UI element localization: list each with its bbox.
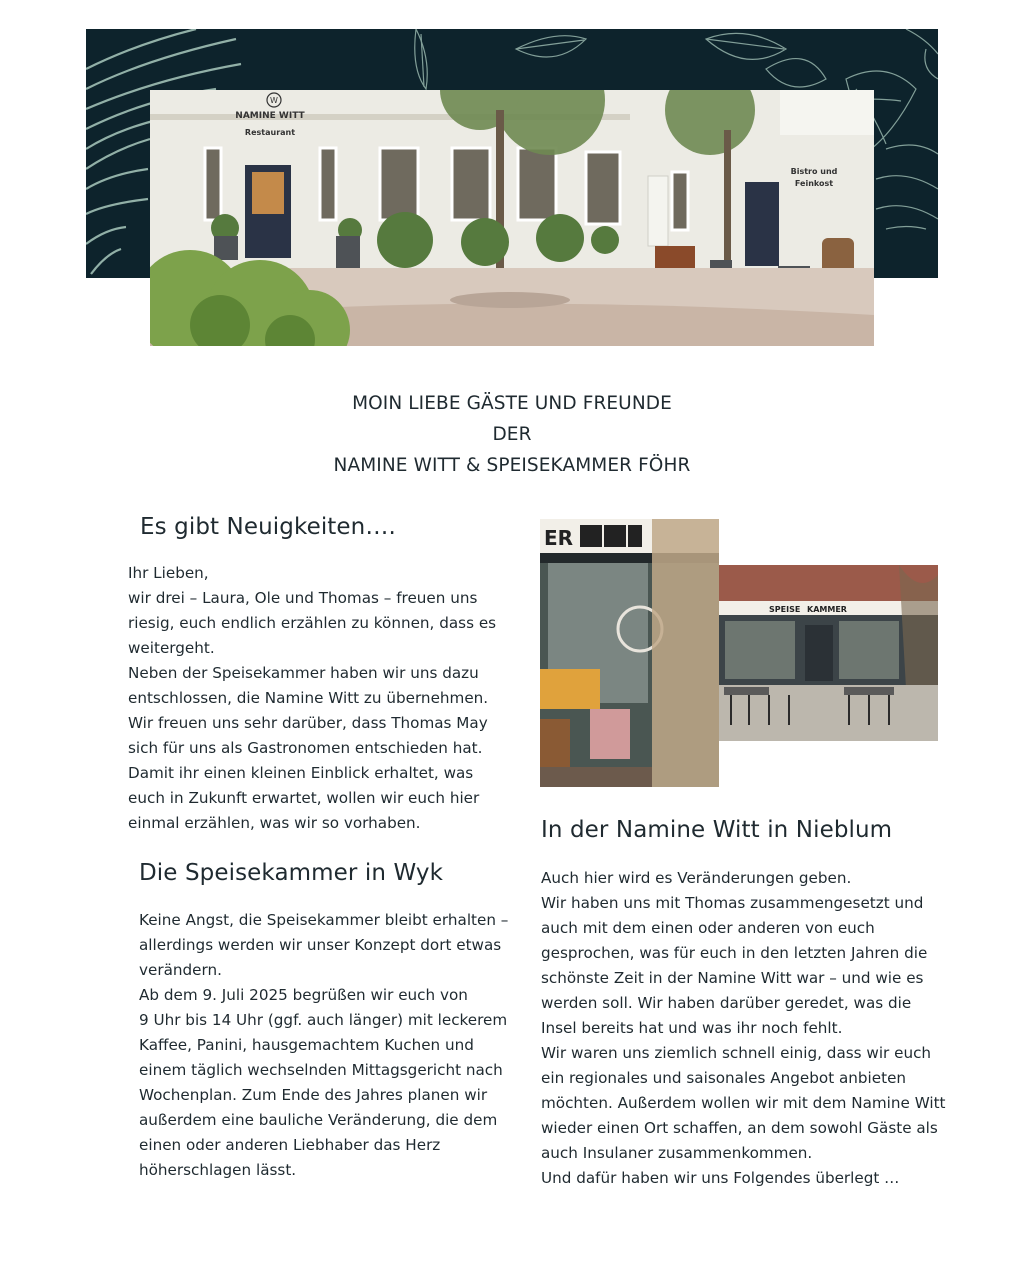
- greeting-line: NAMINE WITT & SPEISEKAMMER FÖHR: [333, 455, 691, 476]
- nieblum-heading: In der Namine Witt in Nieblum: [541, 817, 893, 843]
- speisekammer-line: Wochenplan. Zum Ende des Jahres planen wir: [139, 1086, 488, 1104]
- shop-sign-kammer: KAMMER: [807, 605, 847, 614]
- speisekammer-line: einem täglich wechselnden Mittagsgericht nach: [139, 1061, 503, 1079]
- speisekammer-heading: Die Speisekammer in Wyk: [139, 860, 444, 886]
- nieblum-line: wieder einen Ort schaffen, an dem sowohl Gäste als: [541, 1119, 938, 1137]
- news-line: Damit ihr einen kleinen Einblick erhaltet, was: [128, 764, 474, 782]
- news-line: Wir freuen uns sehr darüber, dass Thomas May: [128, 714, 488, 732]
- nieblum-line: möchten. Außerdem wollen wir mit dem Namine Witt: [541, 1094, 946, 1112]
- nieblum-line: Und dafür haben wir uns Folgendes überlegt …: [541, 1169, 900, 1187]
- greeting-line: MOIN LIEBE GÄSTE UND FREUNDE: [352, 393, 672, 414]
- nieblum-line: gesprochen, was für euch in den letzten Jahren die: [541, 944, 928, 962]
- nieblum-line: schönste Zeit in der Namine Witt war – und wie es: [541, 969, 924, 987]
- greeting-block: [212, 388, 812, 481]
- news-line: euch in Zukunft erwartet, wollen wir euch hier: [128, 789, 480, 807]
- news-line: einmal erzählen, was wir so vorhaben.: [128, 814, 421, 832]
- speisekammer-line: Keine Angst, die Speisekammer bleibt erhalten –: [139, 911, 509, 929]
- speisekammer-line: 9 Uhr bis 14 Uhr (ggf. auch länger) mit leckerem: [139, 1011, 508, 1029]
- hero-sign-restaurant-name: NAMINE WITT: [235, 111, 305, 121]
- hero-sign-bistro-line1: Bistro und: [790, 167, 838, 176]
- nieblum-line: Auch hier wird es Veränderungen geben.: [541, 869, 852, 887]
- hero-sign-bistro-line2: Feinkost: [794, 179, 834, 188]
- nieblum-line: Wir waren uns ziemlich schnell einig, dass wir euch: [541, 1044, 932, 1062]
- shop-window-photo: [540, 519, 719, 787]
- hero-logo-letter: W: [270, 96, 278, 105]
- news-line: riesig, euch endlich erzählen zu können, dass es: [128, 614, 497, 632]
- news-line: sich für uns als Gastronomen entschieden hat.: [128, 739, 483, 757]
- news-line: wir drei – Laura, Ole und Thomas – freuen uns: [128, 589, 478, 607]
- news-paragraph: [128, 561, 496, 836]
- news-line: Ihr Lieben,: [128, 564, 209, 582]
- shop-sign-fragment: ER: [544, 526, 574, 550]
- speisekammer-line: höherschlagen lässt.: [139, 1161, 297, 1179]
- news-heading: Es gibt Neuigkeiten….: [140, 514, 396, 540]
- greeting-line: DER: [492, 424, 532, 445]
- speisekammer-line: außerdem eine bauliche Veränderung, die dem: [139, 1111, 498, 1129]
- speisekammer-line: allerdings werden wir unser Konzept dort etwas: [139, 936, 502, 954]
- nieblum-line: auch mit dem einen oder anderen von euch: [541, 919, 875, 937]
- nieblum-line: Insel bereits hat und was ihr noch fehlt.: [541, 1019, 843, 1037]
- hero-sign-restaurant-sub: Restaurant: [244, 128, 296, 137]
- nieblum-paragraph: [541, 866, 946, 1191]
- nieblum-line: ein regionales und saisonales Angebot anbieten: [541, 1069, 907, 1087]
- speisekammer-line: Ab dem 9. Juli 2025 begrüßen wir euch von: [139, 986, 468, 1004]
- news-line: weitergeht.: [128, 639, 215, 657]
- shop-sign-speise: SPEISE: [769, 605, 801, 614]
- speisekammer-line: einen oder anderen Liebhaber das Herz: [139, 1136, 441, 1154]
- nieblum-line: auch Insulaner zusammenkommen.: [541, 1144, 813, 1162]
- news-line: Neben der Speisekammer haben wir uns dazu: [128, 664, 479, 682]
- nieblum-line: werden soll. Wir haben darüber geredet, was die: [541, 994, 912, 1012]
- news-line: entschlossen, die Namine Witt zu übernehmen.: [128, 689, 489, 707]
- speisekammer-line: verändern.: [139, 961, 222, 979]
- nieblum-line: Wir haben uns mit Thomas zusammengesetzt und: [541, 894, 924, 912]
- restaurant-facade-photo: [150, 90, 874, 346]
- speisekammer-paragraph: [139, 908, 508, 1183]
- shop-front-photo: [719, 565, 938, 741]
- speisekammer-line: Kaffee, Panini, hausgemachtem Kuchen und: [139, 1036, 474, 1054]
